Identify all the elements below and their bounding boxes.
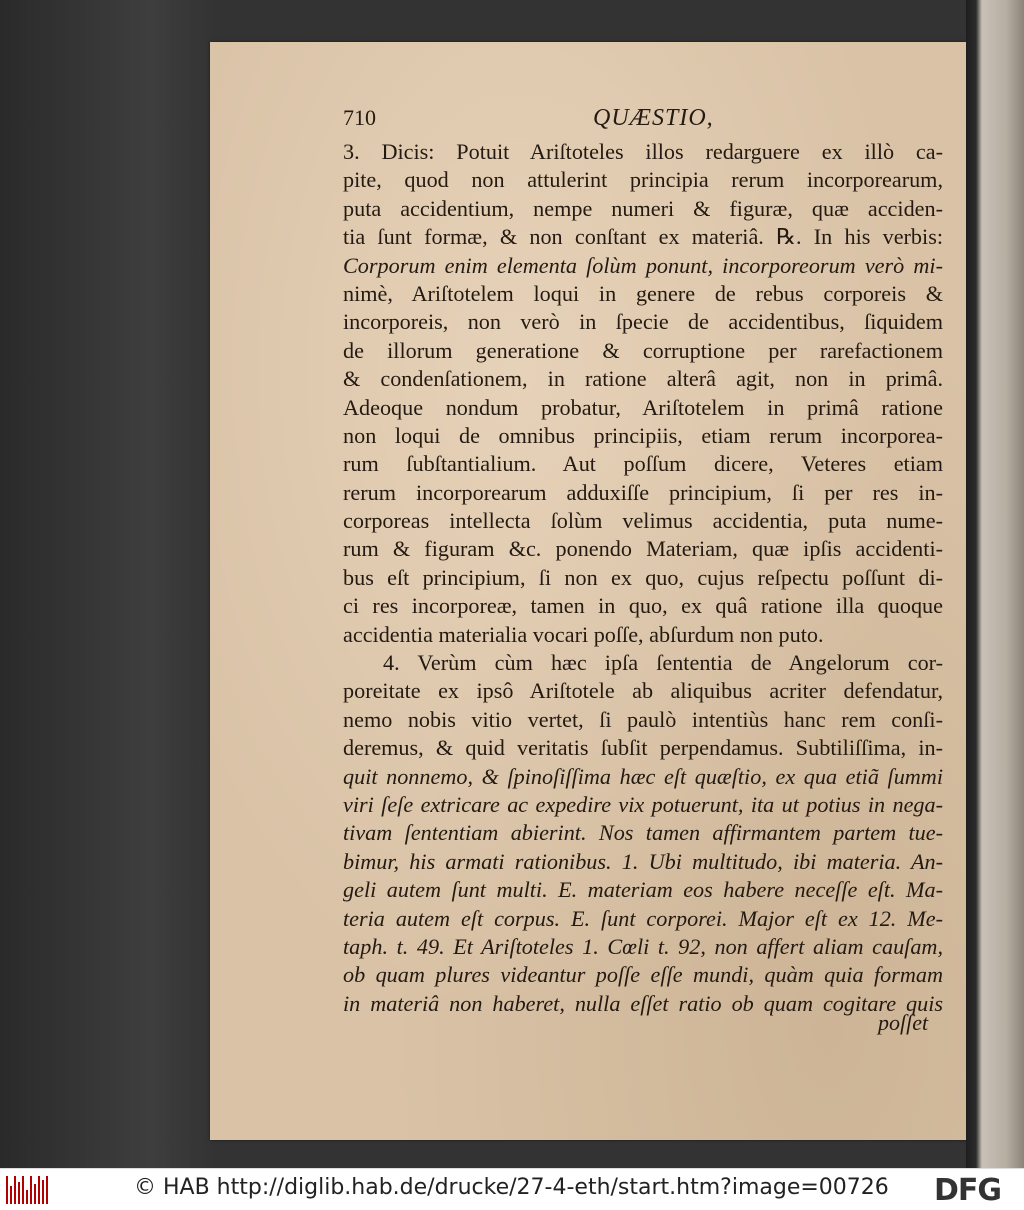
footer-bar bbox=[0, 1168, 1024, 1210]
text-line: nimè, Ariſtotelem loqui in genere de rebus corporeis & bbox=[343, 280, 943, 306]
text-line: ob quam plures videantur poſſe eſſe mundi, quàm quia formam bbox=[343, 962, 943, 988]
text-line: rum ſubſtantialium. Aut poſſum dicere, Veteres etiam bbox=[343, 451, 943, 477]
page-number: 710 bbox=[343, 105, 376, 130]
text-line: poreitate ex ipsô Ariſtotele ab aliquibus acriter defendatur, bbox=[343, 678, 943, 704]
text-line: 4. Verùm cùm hæc ipſa ſententia de Angelorum cor- bbox=[383, 650, 943, 676]
text-line: teria autem eſt corpus. E. ſunt corporei. Major eſt ex 12. Me- bbox=[343, 905, 943, 931]
text-line: ci res incorporeæ, tamen in quo, ex quâ ratione illa quoque bbox=[343, 593, 943, 619]
text-line: Adeoque nondum probatur, Ariſtotelem in primâ ratione bbox=[343, 394, 943, 420]
text-line: viri ſeſe extricare ac expedire vix potuerunt, ita ut potius in nega- bbox=[343, 791, 943, 817]
text-line: corporeas intellecta ſolùm velimus accidentia, puta nume- bbox=[343, 508, 943, 534]
page-header bbox=[343, 105, 943, 141]
text-line: accidentia materialia vocari poſſe, abſurdum non puto. bbox=[343, 621, 824, 647]
text-line: rum & figuram &c. ponendo Materiam, quæ ipſis accidenti- bbox=[343, 536, 943, 562]
text-line: nemo nobis vitio vertet, ſi paulò intentiùs hanc rem conſi- bbox=[343, 706, 943, 732]
text-line: tivam ſententiam abierint. Nos tamen affirmantem partem tue- bbox=[343, 820, 943, 846]
text-line: de illorum generatione & corruptione per rarefactionem bbox=[343, 337, 943, 363]
text-line: deremus, & quid veritatis ſubſit perpendamus. Subtiliſſima, in- bbox=[343, 735, 943, 761]
text-line: geli autem ſunt multi. E. materiam eos habere neceſſe eſt. Ma- bbox=[343, 877, 943, 903]
text-line: pite, quod non attulerint principia rerum incorporearum, bbox=[343, 167, 943, 193]
text-line: & condenſationem, in ratione alterâ agit, non in primâ. bbox=[343, 366, 943, 392]
text-line: 3. Dicis: Potuit Ariſtoteles illos redarguere ex illò ca- bbox=[343, 139, 943, 164]
text-line: non loqui de omnibus principiis, etiam rerum incorporea- bbox=[343, 422, 943, 448]
text-line: quit nonnemo, & ſpinoſiſſima hæc eſt quæſtio, ex qua etiã ſummi bbox=[343, 763, 943, 789]
text-line: bimur, his armati rationibus. 1. Ubi multitudo, ibi materia. An- bbox=[343, 848, 943, 874]
copyright-link[interactable]: © HAB http://diglib.hab.de/drucke/27-4-eth/start.htm?image=00726 bbox=[134, 1175, 889, 1200]
body-text bbox=[343, 138, 943, 1018]
text-line: taph. t. 49. Et Ariſtoteles 1. Cœli t. 92, non affert aliam cauſam, bbox=[343, 933, 943, 959]
text-line: rerum incorporearum adduxiſſe principium, ſi per res in- bbox=[343, 479, 943, 505]
text-line: Corporum enim elementa ſolùm ponunt, incorporeorum verò mi- bbox=[343, 252, 943, 278]
facing-page-edge bbox=[966, 0, 1024, 1168]
text-line: puta accidentium, nempe numeri & figuræ, quæ acciden- bbox=[343, 195, 943, 221]
text-line: incorporeis, non verò in ſpecie de accidentibus, ſiquidem bbox=[343, 309, 943, 335]
running-head: QUÆSTIO, bbox=[593, 105, 714, 131]
hab-barcode-logo[interactable] bbox=[6, 1176, 48, 1204]
catchword: poſſet bbox=[878, 1010, 929, 1035]
dfg-logo[interactable]: DFG bbox=[934, 1173, 1002, 1208]
text-line: bus eſt principium, ſi non ex quo, cujus reſpectu poſſunt di- bbox=[343, 564, 943, 590]
text-line: in materiâ non haberet, nulla eſſet ratio ob quam cogitare quis bbox=[343, 990, 943, 1016]
text-line: tia ſunt formæ, & non conſtant ex materiâ. ℞. In his verbis: bbox=[343, 224, 943, 250]
